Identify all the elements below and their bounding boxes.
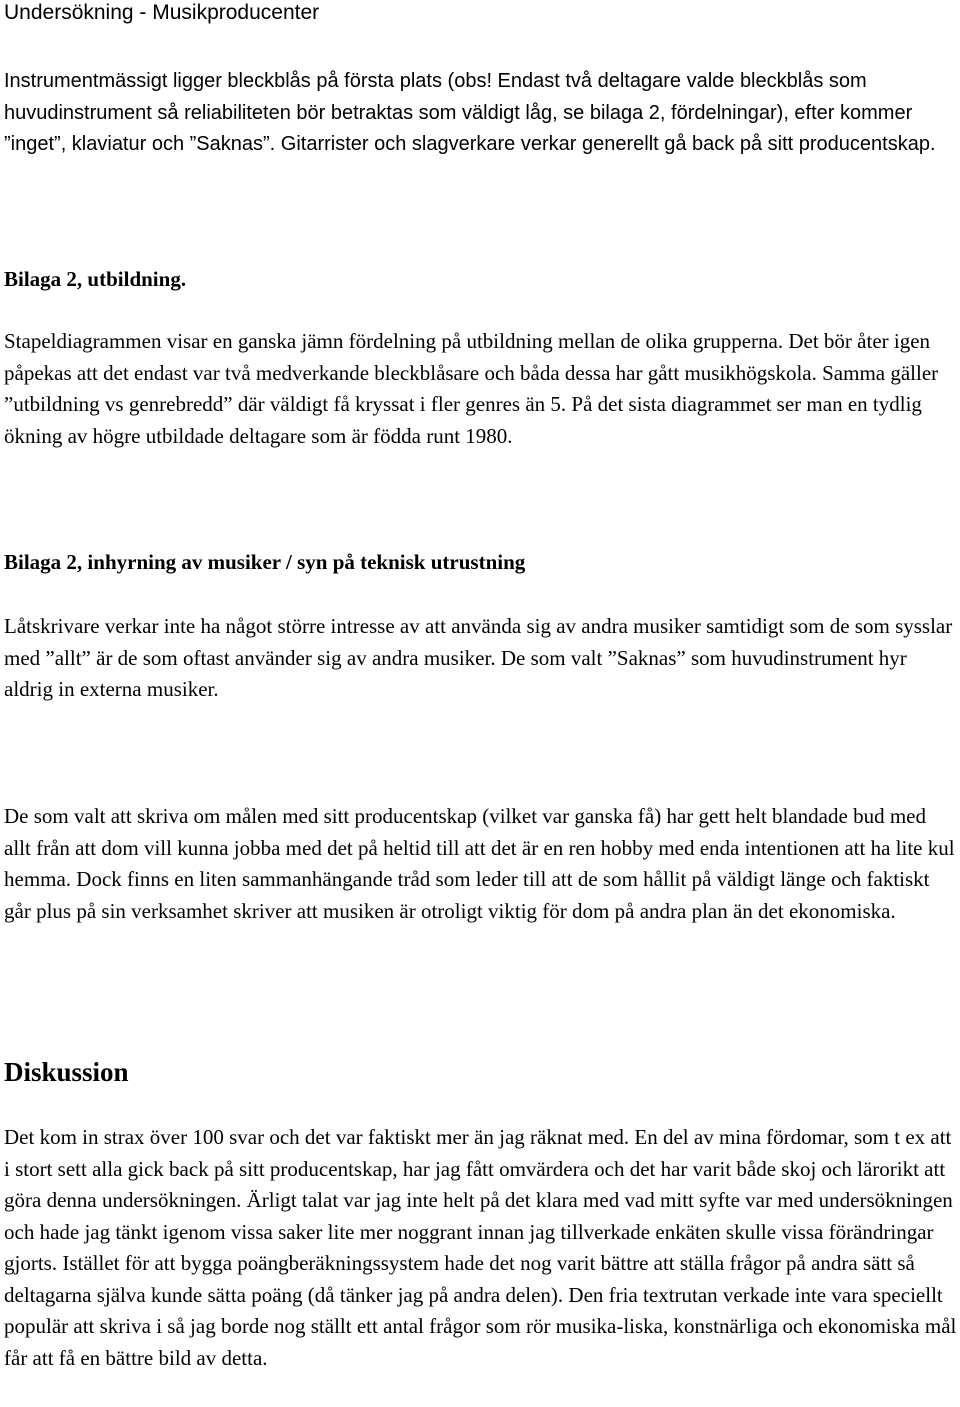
diskussion-paragraph: Det kom in strax över 100 svar och det var faktiskt mer än jag räknat med. En del av mina fördomar, som t ex att i stort sett alla gick back på sitt producentskap, har jag fått omvärdera och det har varit både skoj och lärorikt att göra denna undersökningen. Ärligt talat var jag inte helt på det klara med vad mitt syfte var med undersökningen och hade jag tänkt igenom vissa saker lite mer noggrant innan jag tillverkade enkäten skulle vissa förändringar gjorts. Istället för att bygga poängberäkningssystem hade det nog varit bättre att ställa frågor på andra sätt så deltagarna själva kunde sätta poäng (då tänker jag på andra delen). Den fria textrutan verkade inte vara speciellt populär att skriva i så jag borde nog ställt ett antal frågor som rör musika-liska, konstnärliga och ekonomiska mål får att få en bättre bild av detta. bbox=[4, 1125, 957, 1370]
diskussion-heading: Diskussion bbox=[4, 1057, 129, 1087]
inhyrning-heading: Bilaga 2, inhyrning av musiker / syn på teknisk utrustning bbox=[4, 550, 526, 574]
utbildning-paragraph: Stapeldiagrammen visar en ganska jämn fördelning på utbildning mellan de olika grupperna. Det bör åter igen påpekas att det endast var två medverkande bleckblåsare och båda dessa har gått musikhögskola. Samma gäller ”utbildning vs genrebredd” där väldigt få kryssat i fler genres än 5. På det sista diagrammet ser man en tydlig ökning av högre utbildade deltagare som är födda runt 1980. bbox=[4, 329, 939, 448]
inhyrning-paragraph: Låtskrivare verkar inte ha något större intresse av att använda sig av andra musiker samtidigt som de som sysslar med ”allt” är de som oftast använder sig av andra musiker. De som valt ”Saknas” som huvudinstrument hyr aldrig in externa musiker. bbox=[4, 614, 953, 701]
malen-paragraph: De som valt att skriva om målen med sitt producentskap (vilket var ganska få) har gett helt blandade bud med allt från att dom vill kunna jobba med det på heltid till att det är en ren hobby med enda intentionen att ha lite kul hemma. Dock finns en liten sammanhängande tråd som leder till att de som hållit på väldigt länge och faktiskt går plus på sin verksamhet skriver att musiken är otroligt viktig för dom på andra plan än det ekonomiska. bbox=[4, 804, 955, 923]
page-header-title: Undersökning - Musikproducenter bbox=[4, 1, 320, 24]
utbildning-heading: Bilaga 2, utbildning. bbox=[4, 267, 187, 291]
instrument-paragraph: Instrumentmässigt ligger bleckblås på första plats (obs! Endast två deltagare valde bleckblås som huvudinstrument så reliabiliteten bör betraktas som väldigt låg, se bilaga 2, fördelningar), efter kommer ”inget”, klaviatur och ”Saknas”. Gitarrister och slagverkare verkar generellt gå back på sitt producentskap. bbox=[4, 70, 936, 155]
